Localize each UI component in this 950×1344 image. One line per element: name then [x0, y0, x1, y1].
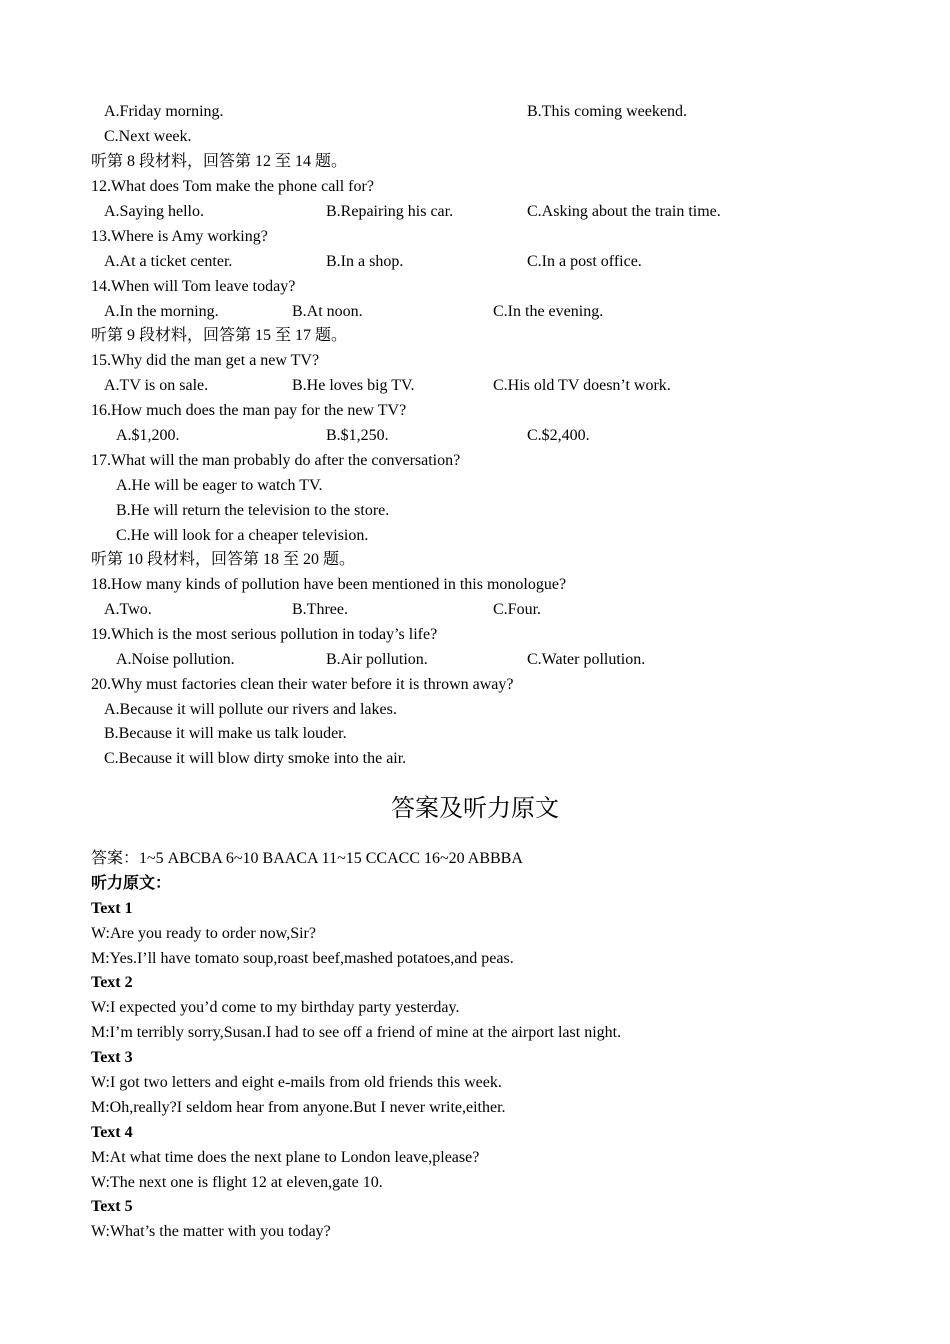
option-19a: A.Noise pollution. — [116, 651, 235, 668]
option-18c: C.Four. — [493, 601, 542, 618]
option-17b: B.He will return the television to the store. — [116, 502, 390, 519]
transcript-line: M:Oh,really?I seldom hear from anyone.But I never write,either. — [91, 1099, 506, 1116]
text-heading-1: Text 1 — [91, 900, 133, 917]
option-19c: C.Water pollution. — [527, 651, 646, 668]
question-16: 16.How much does the man pay for the new TV? — [91, 402, 407, 419]
section-instruction-9: 听第 9 段材料，回答第 15 至 17 题。 — [91, 327, 348, 344]
option-12b: B.Repairing his car. — [326, 203, 454, 220]
transcript-line: W:What’s the matter with you today? — [91, 1223, 331, 1240]
transcript-line: M:Yes.I’ll have tomato soup,roast beef,mashed potatoes,and peas. — [91, 950, 514, 967]
option-15b: B.He loves big TV. — [292, 377, 415, 394]
option-14c: C.In the evening. — [493, 303, 604, 320]
option-12c: C.Asking about the train time. — [527, 203, 721, 220]
transcript-line: W:The next one is flight 12 at eleven,gate 10. — [91, 1174, 383, 1191]
option-17a: A.He will be eager to watch TV. — [116, 477, 323, 494]
option-11b: B.This coming weekend. — [527, 103, 687, 120]
question-15: 15.Why did the man get a new TV? — [91, 352, 320, 369]
question-13: 13.Where is Amy working? — [91, 228, 268, 245]
option-18a: A.Two. — [104, 601, 152, 618]
transcript-line: W:I expected you’d come to my birthday party yesterday. — [91, 999, 460, 1016]
section-instruction-8: 听第 8 段材料，回答第 12 至 14 题。 — [91, 153, 348, 170]
text-heading-5: Text 5 — [91, 1198, 133, 1215]
option-18b: B.Three. — [292, 601, 348, 618]
option-19b: B.Air pollution. — [326, 651, 428, 668]
transcript-line: M:I’m terribly sorry,Susan.I had to see off a friend of mine at the airport last night. — [91, 1024, 622, 1041]
option-17c: C.He will look for a cheaper television. — [116, 527, 369, 544]
question-17: 17.What will the man probably do after the conversation? — [91, 452, 461, 469]
question-18: 18.How many kinds of pollution have been mentioned in this monologue? — [91, 576, 567, 593]
option-12a: A.Saying hello. — [104, 203, 204, 220]
text-heading-3: Text 3 — [91, 1049, 133, 1066]
option-15c: C.His old TV doesn’t work. — [493, 377, 671, 394]
option-13a: A.At a ticket center. — [104, 253, 233, 270]
option-16c: C.$2,400. — [527, 427, 590, 444]
question-19: 19.Which is the most serious pollution in today’s life? — [91, 626, 438, 643]
section-title: 答案及听力原文 — [391, 796, 559, 822]
question-12: 12.What does Tom make the phone call for? — [91, 178, 374, 195]
option-16a: A.$1,200. — [116, 427, 180, 444]
transcript-line: M:At what time does the next plane to London leave,please? — [91, 1149, 480, 1166]
question-20: 20.Why must factories clean their water before it is thrown away? — [91, 676, 514, 693]
transcript-line: W:I got two letters and eight e-mails from old friends this week. — [91, 1074, 502, 1091]
transcript-line: W:Are you ready to order now,Sir? — [91, 925, 316, 942]
option-20a: A.Because it will pollute our rivers and lakes. — [104, 701, 397, 718]
option-11c: C.Next week. — [104, 128, 192, 145]
option-20c: C.Because it will blow dirty smoke into the air. — [104, 750, 407, 767]
text-heading-2: Text 2 — [91, 974, 133, 991]
question-14: 14.When will Tom leave today? — [91, 278, 296, 295]
text-heading-4: Text 4 — [91, 1124, 133, 1141]
option-14b: B.At noon. — [292, 303, 363, 320]
option-13c: C.In a post office. — [527, 253, 642, 270]
option-16b: B.$1,250. — [326, 427, 389, 444]
transcript-heading: 听力原文： — [91, 875, 172, 892]
option-13b: B.In a shop. — [326, 253, 404, 270]
answer-key: 答案：1~5 ABCBA 6~10 BAACA 11~15 CCACC 16~20 ABBBA — [91, 850, 523, 867]
section-instruction-10: 听第 10 段材料，回答第 18 至 20 题。 — [91, 551, 356, 568]
option-15a: A.TV is on sale. — [104, 377, 209, 394]
option-20b: B.Because it will make us talk louder. — [104, 725, 347, 742]
option-11a: A.Friday morning. — [104, 103, 224, 120]
option-14a: A.In the morning. — [104, 303, 219, 320]
